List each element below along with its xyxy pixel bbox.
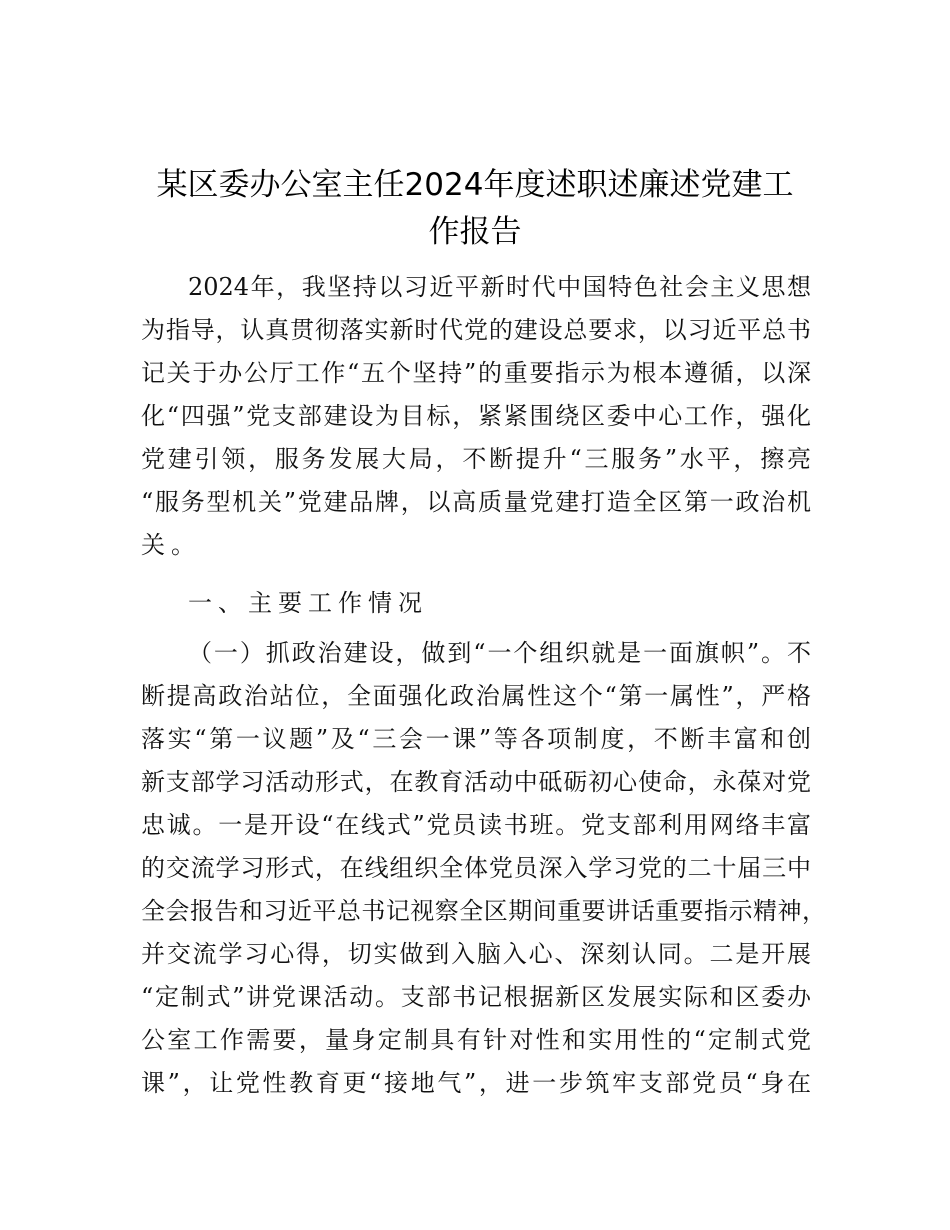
- text-line: 化“四强”党支部建设为目标，紧紧围绕区委中心工作，强化: [141, 402, 811, 430]
- text-line: 并交流学习心得，切实做到入脑入心、深刻认同。二是开展: [141, 940, 811, 968]
- text-line: 忠诚。一是开设“在线式”党员读书班。党支部利用网络丰富: [141, 811, 811, 839]
- text-line: 新支部学习活动形式，在教育活动中砥砺初心使命，永葆对党: [141, 768, 811, 796]
- section-heading: 一、主要工作情况: [188, 589, 428, 617]
- text-line: 的交流学习形式，在线组织全体党员深入学习党的二十届三中: [141, 854, 811, 882]
- text-line: 党建引领，服务发展大局，不断提升“三服务”水平，擦亮: [141, 445, 811, 473]
- text-line: 记关于办公厅工作“五个坚持”的重要指示为根本遵循，以深: [141, 359, 811, 387]
- text-line: 全会报告和习近平总书记视察全区期间重要讲话重要指示精神，: [141, 897, 826, 925]
- text-line: “服务型机关”党建品牌，以高质量党建打造全区第一政治机: [141, 488, 811, 516]
- document-title-line-2: 作报告: [428, 214, 522, 250]
- text-line: 公室工作需要，量身定制具有针对性和实用性的“定制式党: [141, 1026, 811, 1054]
- text-line: 2024年，我坚持以习近平新时代中国特色社会主义思想: [188, 273, 811, 301]
- text-line: 为指导，认真贯彻落实新时代党的建设总要求，以习近平总书: [141, 316, 811, 344]
- text-line: “定制式”讲党课活动。支部书记根据新区发展实际和区委办: [141, 983, 811, 1011]
- text-line: 关。: [141, 531, 201, 559]
- text-line: 课”，让党性教育更“接地气”，进一步筑牢支部党员“身在: [141, 1069, 811, 1097]
- text-line: 断提高政治站位，全面强化政治属性这个“第一属性”，严格: [141, 682, 811, 710]
- text-line: （一）抓政治建设，做到“一个组织就是一面旗帜”。不: [188, 639, 811, 667]
- document-title-line-1: 某区委办公室主任2024年度述职述廉述党建工: [156, 167, 794, 203]
- text-line: 落实“第一议题”及“三会一课”等各项制度，不断丰富和创: [141, 725, 811, 753]
